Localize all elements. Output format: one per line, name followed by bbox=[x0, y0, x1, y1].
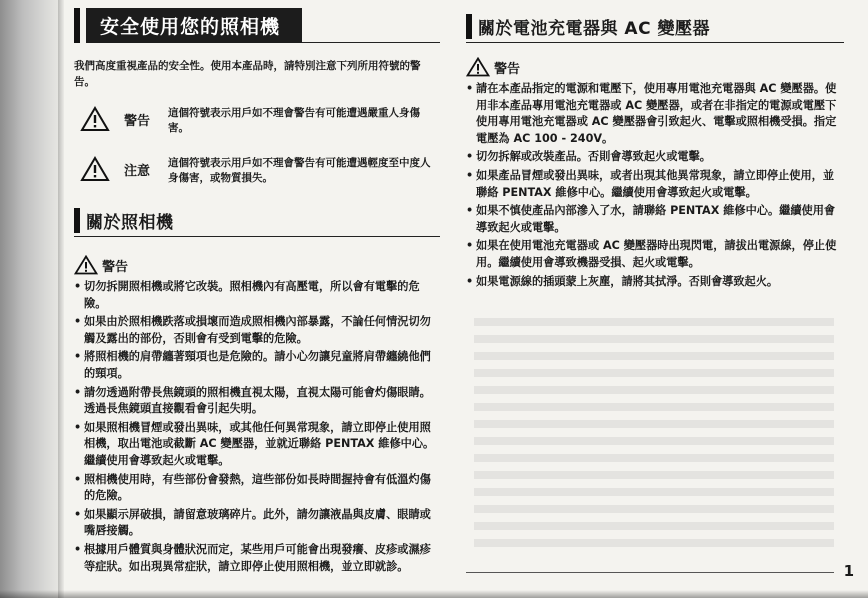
legend-warning bbox=[74, 106, 440, 136]
section-title-text: 安全使用您的照相機 bbox=[86, 8, 302, 43]
list-item: • 如果顯示屏破損，請留意玻璃碎片。此外，請勿讓液晶與皮膚、眼睛或嘴唇接觸。 bbox=[74, 507, 440, 540]
page-number: 1 bbox=[843, 562, 854, 580]
title-marker bbox=[74, 208, 80, 233]
warning-triangle-icon bbox=[74, 255, 98, 275]
section-title-text: 關於電池充電器與 AC 變壓器 bbox=[478, 19, 710, 39]
legend-label: 警告 bbox=[124, 114, 151, 129]
intro-text: 我們高度重視產品的安全性。使用本產品時，請特別注意下列所用符號的警告。 bbox=[74, 60, 421, 88]
title-marker bbox=[74, 8, 80, 43]
footer-rule bbox=[466, 572, 834, 573]
legend-label: 注意 bbox=[124, 164, 151, 179]
page-shadow bbox=[0, 590, 868, 598]
list-item: • 請在本產品指定的電源和電壓下，使用專用電池充電器與 AC 變壓器。使用非本產品專用電池充電器或 AC 變壓器，或者在非指定的電源或電壓下使用專用電池充電器或 AC 變壓器會引致起火、電擊或照相機受損。指定電壓為 AC 100 - 240V。 bbox=[466, 81, 844, 147]
legend-description: 這個符號表示用戶如不理會警告有可能遭遇輕度至中度人身傷害，或物質損失。 bbox=[168, 157, 431, 184]
legend-caution bbox=[74, 156, 440, 186]
caution-triangle-icon bbox=[80, 156, 110, 182]
list-item: • 如果產品冒煙或發出異味，或者出現其他異常現象，請立即停止使用，並聯絡 PENTAX 維修中心。繼續使用會導致起火或電擊。 bbox=[466, 168, 844, 201]
warning-triangle-icon bbox=[466, 57, 490, 77]
warning-heading bbox=[74, 255, 440, 275]
left-column bbox=[74, 8, 440, 577]
section-title-text: 關於照相機 bbox=[86, 213, 174, 233]
list-item: • 請勿透過附帶長焦鏡頭的照相機直視太陽，直視太陽可能會灼傷眼睛。透過長焦鏡頭直接觀看會引起失明。 bbox=[74, 385, 440, 418]
list-item: • 如果由於照相機跌落或損壞而造成照相機內部暴露，不論任何情況切勿觸及露出的部份，否則會有受到電擊的危險。 bbox=[74, 314, 440, 347]
list-item: • 切勿拆開照相機或將它改裝。照相機內有高壓電，所以會有電擊的危險。 bbox=[74, 279, 440, 312]
list-item: • 將照相機的肩帶纏著頸項也是危險的。請小心勿讓兒童將肩帶纏繞他們的頸項。 bbox=[74, 349, 440, 382]
list-item: • 如果照相機冒煙或發出異味，或其他任何異常現象，請立即停止使用照相機，取出電池或截斷 AC 變壓器，並就近聯絡 PENTAX 維修中心。繼續使用會導致起火或電擊。 bbox=[74, 420, 440, 470]
list-item: • 如果在使用電池充電器或 AC 變壓器時出現閃電，請拔出電源線，停止使用。繼續使用會導致機器受損、起火或電擊。 bbox=[466, 238, 844, 271]
list-item: • 照相機使用時，有些部份會發熱，這些部份如長時間握持會有低溫灼傷的危險。 bbox=[74, 472, 440, 505]
warning-label: 警告 bbox=[102, 259, 129, 275]
list-item: • 根據用戶體質與身體狀況而定，某些用戶可能會出現發癢、皮疹或濕疹等症狀。如出現異常症狀，請立即停止使用照相機，並立即就診。 bbox=[74, 542, 440, 575]
section-title-charger bbox=[466, 14, 844, 43]
camera-warning-list bbox=[74, 279, 440, 575]
adjacent-page-edge bbox=[0, 0, 64, 598]
title-marker bbox=[466, 14, 472, 39]
list-item: • 切勿拆解或改裝產品。否則會導致起火或電擊。 bbox=[466, 149, 844, 166]
list-item: • 如果不慎使產品內部滲入了水，請聯絡 PENTAX 維修中心。繼續使用會導致起火或電擊。 bbox=[466, 203, 844, 236]
warning-triangle-icon bbox=[80, 106, 110, 132]
legend-description: 這個符號表示用戶如不理會警告有可能遭遇嚴重人身傷害。 bbox=[168, 107, 420, 134]
charger-warning-list bbox=[466, 81, 844, 290]
show-through-text bbox=[474, 318, 834, 548]
section-title-camera bbox=[74, 208, 440, 237]
title-rule bbox=[302, 42, 440, 43]
warning-label: 警告 bbox=[494, 61, 521, 77]
right-column bbox=[466, 8, 844, 292]
list-item: • 如果電源線的插頭蒙上灰塵，請將其拭淨。否則會導致起火。 bbox=[466, 274, 844, 291]
section-title-safety bbox=[74, 8, 440, 46]
warning-heading bbox=[466, 57, 844, 77]
